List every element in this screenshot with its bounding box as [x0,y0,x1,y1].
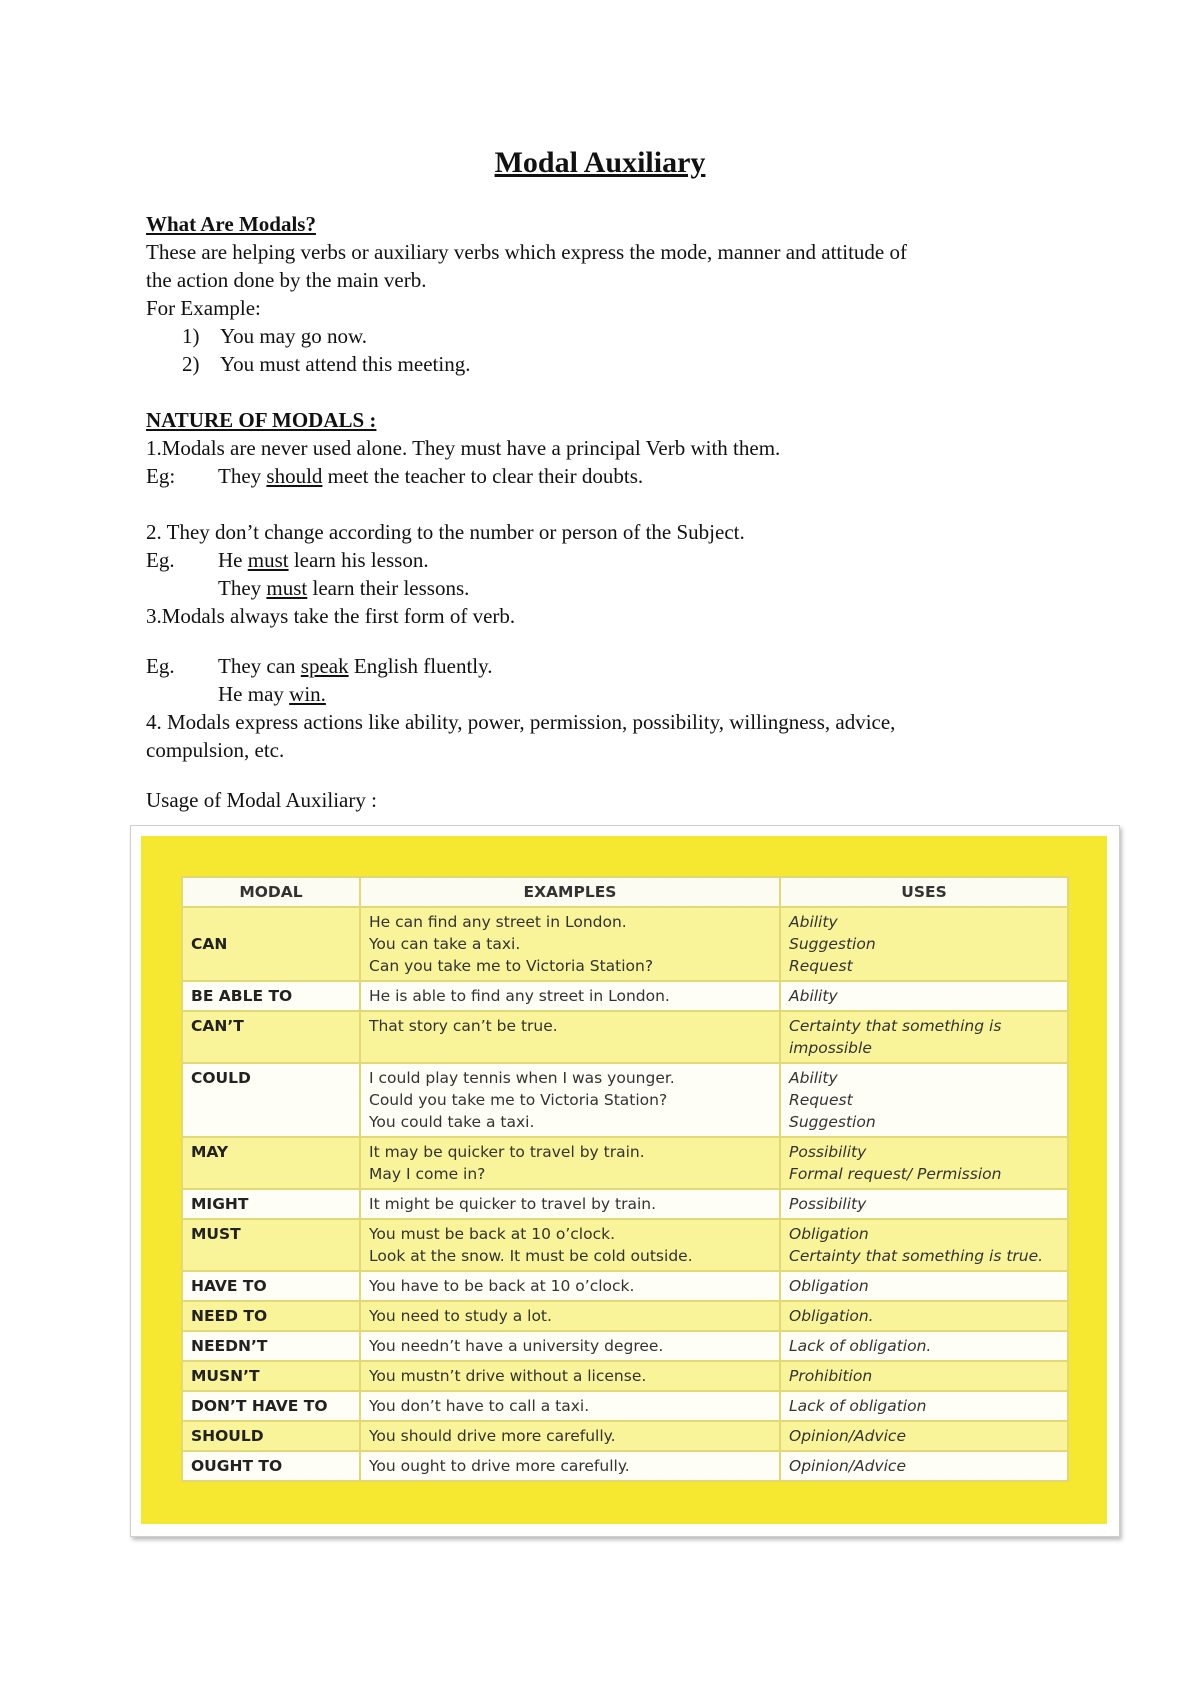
examples-cell [360,1063,780,1137]
nature-point-2: 2. They don’t change according to the number or person of the Subject. [146,520,745,544]
use-label: Formal request/ Permission [789,1165,1002,1183]
example-pre: They [218,576,267,600]
nature-point-4-line-1: 4. Modals express actions like ability, power, permission, possibility, willingness, advice, [146,710,896,734]
point-1-example [146,462,1046,490]
example-post: learn his lesson. [288,548,429,572]
uses-cell [780,1271,1068,1301]
table-row [182,1137,1068,1189]
example-sentence: Can you take me to Victoria Station? [369,957,654,975]
table-row [182,1189,1068,1219]
example-sentence: You mustn’t drive without a license. [369,1367,647,1385]
modal-cell: CAN [182,907,360,981]
modal-cell: COULD [182,1063,360,1137]
eg-label: Eg. [146,654,175,678]
point-3-example-1 [146,652,1046,680]
example-sentence: It might be quicker to travel by train. [369,1195,657,1213]
example-post: English fluently. [348,654,493,678]
header-modal: MODAL [182,877,360,907]
examples-cell [360,907,780,981]
uses-cell [780,1391,1068,1421]
underlined-modal: must [266,576,308,600]
table-row [182,1063,1068,1137]
underlined-modal: must [247,548,289,572]
uses-cell [780,1301,1068,1331]
use-label: Suggestion [789,935,876,953]
example-item-2 [146,350,1046,378]
use-label: Certainty that something is true. [789,1247,1044,1265]
header-uses: USES [780,877,1068,907]
examples-cell [360,1219,780,1271]
use-label: Ability [789,987,838,1005]
example-text: You may go now. [220,324,368,348]
example-sentence: You ought to drive more carefully. [369,1457,630,1475]
use-label: Obligation. [789,1307,874,1325]
modal-cell: MIGHT [182,1189,360,1219]
example-sentence: You have to be back at 10 o’clock. [369,1277,635,1295]
example-number: 1) [182,324,200,348]
table-row [182,1421,1068,1451]
uses-cell [780,1331,1068,1361]
example-sentence: May I come in? [369,1165,486,1183]
modal-cell: MUSN’T [182,1361,360,1391]
example-sentence: You should drive more carefully. [369,1427,616,1445]
header-examples: EXAMPLES [360,877,780,907]
use-label: Request [789,1091,853,1109]
nature-point-4-line-2: compulsion, etc. [146,738,285,762]
examples-cell [360,1331,780,1361]
uses-cell [780,1451,1068,1481]
uses-cell [780,1421,1068,1451]
uses-cell [780,1361,1068,1391]
use-label: Obligation [789,1225,869,1243]
modal-cell: OUGHT TO [182,1451,360,1481]
use-label: Possibility [789,1195,867,1213]
usage-caption: Usage of Modal Auxiliary : [146,788,377,812]
use-label: Lack of obligation [789,1397,927,1415]
use-label: Ability [789,1069,838,1087]
table-row [182,1451,1068,1481]
example-sentence: That story can’t be true. [369,1017,558,1035]
examples-cell [360,1271,780,1301]
modal-cell: NEED TO [182,1301,360,1331]
example-sentence: He is able to find any street in London. [369,987,670,1005]
table-row [182,981,1068,1011]
intro-line-2: the action done by the main verb. [146,268,427,292]
use-label: Opinion/Advice [789,1457,906,1475]
underlined-verb: win. [289,682,326,706]
examples-cell [360,1391,780,1421]
page-title: Modal Auxiliary [494,146,706,179]
example-sentence: I could play tennis when I was younger. [369,1069,675,1087]
uses-cell [780,1137,1068,1189]
example-pre: He [218,548,248,572]
intro-section [146,210,1046,378]
modal-cell: MAY [182,1137,360,1189]
uses-cell [780,907,1068,981]
example-sentence: It may be quicker to travel by train. [369,1143,645,1161]
for-example-label: For Example: [146,296,261,320]
example-sentence: You can take a taxi. [369,935,521,953]
nature-section [146,406,1046,490]
example-sentence: You could take a taxi. [369,1113,535,1131]
underlined-modal: should [266,464,323,488]
modal-cell: DON’T HAVE TO [182,1391,360,1421]
examples-cell [360,1361,780,1391]
nature-point-3: 3.Modals always take the first form of verb. [146,604,516,628]
example-sentence: You need to study a lot. [369,1307,552,1325]
nature-point-2-block [146,518,1046,630]
use-label: Prohibition [789,1367,873,1385]
example-sentence: You must be back at 10 o’clock. [369,1225,616,1243]
example-sentence: You don’t have to call a taxi. [369,1397,590,1415]
table-row [182,1361,1068,1391]
modal-cell: BE ABLE TO [182,981,360,1011]
use-label: Certainty that something is impossible [789,1017,1002,1057]
modal-cell: NEEDN’T [182,1331,360,1361]
table-header-row [182,877,1068,907]
example-pre: He may [218,682,290,706]
table-row [182,1301,1068,1331]
table-row [182,1331,1068,1361]
example-item-1 [146,322,1046,350]
example-pre: They [218,464,267,488]
nature-heading: NATURE OF MODALS : [146,408,377,432]
point-2-example-2 [146,574,1046,602]
uses-cell [780,1189,1068,1219]
examples-cell [360,1451,780,1481]
usage-caption-block [146,786,1046,814]
eg-label: Eg: [146,464,176,488]
uses-cell [780,981,1068,1011]
eg-label: Eg. [146,548,175,572]
intro-line-1: These are helping verbs or auxiliary verbs which express the mode, manner and attitude of [146,240,907,264]
modal-cell: SHOULD [182,1421,360,1451]
uses-cell [780,1011,1068,1063]
example-text: You must attend this meeting. [220,352,471,376]
uses-cell [780,1219,1068,1271]
example-post: learn their lessons. [307,576,470,600]
use-label: Opinion/Advice [789,1427,906,1445]
examples-cell [360,1189,780,1219]
use-label: Possibility [789,1143,867,1161]
point-2-example-1 [146,546,1046,574]
uses-cell [780,1063,1068,1137]
example-sentence: He can find any street in London. [369,913,627,931]
modal-cell: CAN’T [182,1011,360,1063]
underlined-verb: speak [300,654,349,678]
use-label: Lack of obligation. [789,1337,932,1355]
nature-point-3-examples [146,652,1046,764]
modal-cell: HAVE TO [182,1271,360,1301]
modal-cell: MUST [182,1219,360,1271]
example-pre: They can [218,654,301,678]
modal-usage-figure [130,825,1120,1537]
table-row [182,1219,1068,1271]
table-body [182,907,1068,1481]
example-number: 2) [182,352,200,376]
table-row [182,1011,1068,1063]
use-label: Request [789,957,853,975]
table-row [182,907,1068,981]
example-post: meet the teacher to clear their doubts. [322,464,644,488]
use-label: Obligation [789,1277,869,1295]
table-row [182,1391,1068,1421]
intro-heading: What Are Modals? [146,212,316,236]
nature-point-1: 1.Modals are never used alone. They must have a principal Verb with them. [146,436,781,460]
examples-cell [360,981,780,1011]
table-row [182,1271,1068,1301]
figure-yellow-background [141,836,1107,1524]
use-label: Suggestion [789,1113,876,1131]
example-sentence: Could you take me to Victoria Station? [369,1091,668,1109]
example-sentence: You needn’t have a university degree. [369,1337,664,1355]
examples-cell [360,1301,780,1331]
example-sentence: Look at the snow. It must be cold outside. [369,1247,693,1265]
examples-cell [360,1011,780,1063]
point-3-example-2 [146,680,1046,708]
examples-cell [360,1137,780,1189]
use-label: Ability [789,913,838,931]
modal-usage-table [181,876,1069,1482]
examples-cell [360,1421,780,1451]
